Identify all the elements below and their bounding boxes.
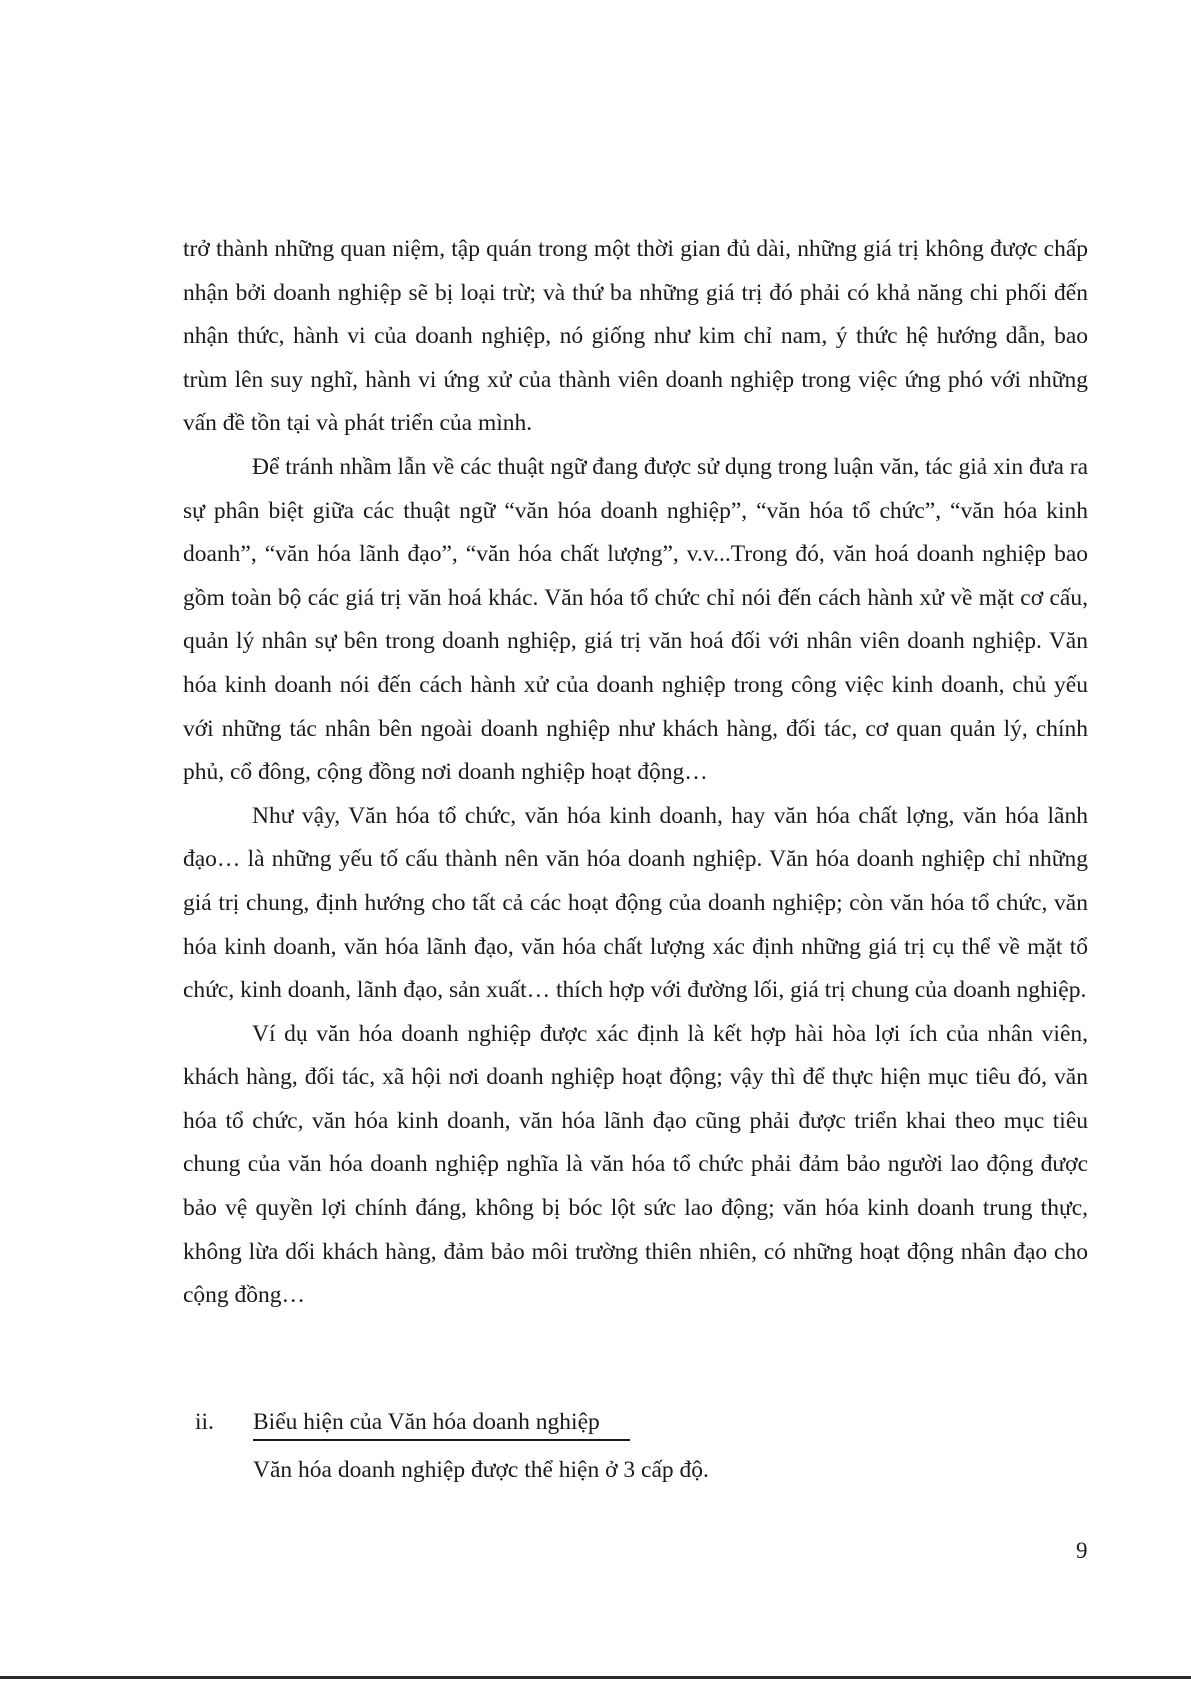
paragraph-3: Như vậy, Văn hóa tổ chức, văn hóa kinh doanh, hay văn hóa chất lợng, văn hóa lãnh đạo… là những yếu tố cấu thành nên văn hóa doanh nghiệp. Văn hóa doanh nghiệp chỉ những giá trị chung, định hướng cho tất cả các hoạt động của doanh nghiệp; còn văn hóa tổ chức, văn hóa kinh doanh, văn hóa lãnh đạo, văn hóa chất lượng xác định những giá trị cụ thể về mặt tổ chức, kinh doanh, lãnh đạo, sản xuất… thích hợp với đường lối, giá trị chung của doanh nghiệp. (183, 802, 1088, 1004)
section-heading (195, 1404, 630, 1441)
paragraph-2: Để tránh nhầm lẫn về các thuật ngữ đang được sử dụng trong luận văn, tác giả xin đưa ra sự phân biệt giữa các thuật ngữ “văn hóa doanh nghiệp”, “văn hóa tổ chức”, “văn hóa kinh doanh”, “văn hóa lãnh đạo”, “văn hóa chất lượng”, v.v...Trong đó, văn hoá doanh nghiệp bao gồm toàn bộ các giá trị văn hoá khác. Văn hóa tổ chức chỉ nói đến cách hành xử về mặt cơ cấu, quản lý nhân sự bên trong doanh nghiệp, giá trị văn hoá đối với nhân viên doanh nghiệp. Văn hóa kinh doanh nói đến cách hành xử của doanh nghiệp trong công việc kinh doanh, chủ yếu với những tác nhân bên ngoài doanh nghiệp như khách hàng, đối tác, cơ quan quản lý, chính phủ, cổ đông, cộng đồng nơi doanh nghiệp hoạt động… (183, 453, 1089, 786)
section-number: ii. (195, 1409, 214, 1435)
section-intro: Văn hóa doanh nghiệp được thể hiện ở 3 cấp độ. (253, 1457, 709, 1483)
bottom-rule (0, 1676, 1191, 1679)
page-number: 9 (1076, 1538, 1088, 1563)
paragraph-1: trở thành những quan niệm, tập quán trong một thời gian đủ dài, những giá trị không được chấp nhận bởi doanh nghiệp sẽ bị loại trừ; và thứ ba những giá trị đó phải có khả năng chi phối đến nhận thức, hành vi của doanh nghiệp, nó giống như kim chỉ nam, ý thức hệ hướng dẫn, bao trùm lên suy nghĩ, hành vi ứng xử của thành viên doanh nghiệp trong việc ứng phó với những vấn đề tồn tại và phát triển của mình. (183, 236, 1088, 437)
body-text (183, 228, 1088, 1318)
paragraph-4: Ví dụ văn hóa doanh nghiệp được xác định là kết hợp hài hòa lợi ích của nhân viên, khách hàng, đối tác, xã hội nơi doanh nghiệp hoạt động; vậy thì để thực hiện mục tiêu đó, văn hóa tổ chức, văn hóa kinh doanh, văn hóa lãnh đạo cũng phải được triển khai theo mục tiêu chung của văn hóa doanh nghiệp nghĩa là văn hóa tổ chức phải đảm bảo người lao động được bảo vệ quyền lợi chính đáng, không bị bóc lột sức lao động; văn hóa kinh doanh trung thực, không lừa dối khách hàng, đảm bảo môi trường thiên nhiên, có những hoạt động nhân đạo cho cộng đồng… (183, 1020, 1088, 1309)
section-title: Biểu hiện của Văn hóa doanh nghiệp (253, 1405, 630, 1441)
